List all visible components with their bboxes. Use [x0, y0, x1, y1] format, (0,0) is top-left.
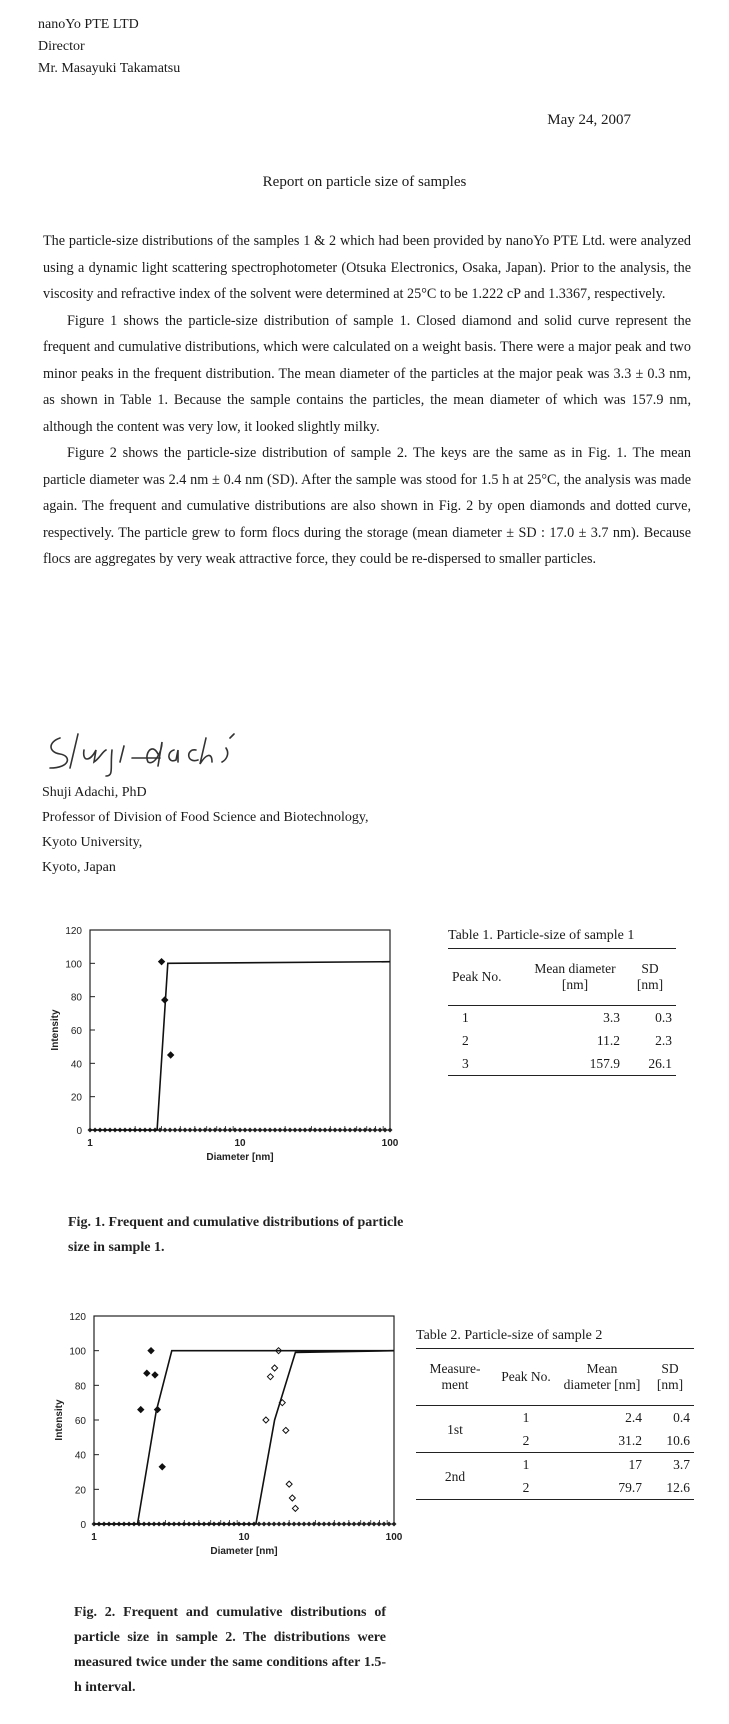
baseline-marker: [372, 1522, 377, 1527]
baseline-marker: [168, 1128, 173, 1133]
baseline-marker: [313, 1128, 318, 1133]
table-row: [448, 1006, 676, 1030]
y-tick-label: 0: [76, 1126, 82, 1137]
y-tick-label: 40: [70, 1059, 82, 1071]
table-1-header-peak: Peak No.: [452, 969, 502, 984]
x-tick-label: 10: [238, 1532, 250, 1543]
filled-diamond-point: [138, 1407, 144, 1413]
y-axis-label: Intensity: [50, 1009, 61, 1051]
table-row: [416, 1453, 694, 1477]
table-cell: 2.4: [625, 1410, 642, 1425]
table-cell: 2: [462, 1033, 469, 1048]
filled-diamond-point: [168, 1052, 174, 1058]
table-group-label: 1st: [447, 1421, 463, 1437]
table-1-grid: [448, 948, 676, 1076]
baseline-marker: [298, 1128, 303, 1133]
table-2-header-measurement: Measure-ment: [429, 1361, 481, 1392]
table-2-grid: [416, 1348, 694, 1500]
baseline-marker: [173, 1128, 178, 1133]
open-diamond-point: [263, 1417, 269, 1423]
x-tick-label: 100: [385, 1532, 403, 1543]
table-row: [416, 1406, 694, 1430]
baseline-marker: [388, 1128, 393, 1133]
filled-diamond-point: [159, 1464, 165, 1470]
baseline-marker: [302, 1522, 307, 1527]
y-tick-label: 100: [65, 959, 82, 971]
signatory-name: Shuji Adachi, PhD: [42, 785, 147, 800]
y-tick-label: 60: [70, 1026, 82, 1037]
baseline-marker: [263, 1128, 268, 1133]
baseline-marker: [352, 1522, 357, 1527]
report-body: [43, 228, 691, 573]
recipient-role: Director: [38, 39, 85, 54]
table-2-header-sd: SD [nm]: [656, 1361, 684, 1392]
y-tick-label: 20: [70, 1092, 82, 1104]
baseline-marker: [378, 1128, 383, 1133]
baseline-marker: [218, 1128, 223, 1133]
y-tick-label: 20: [74, 1485, 86, 1497]
open-diamond-point: [283, 1427, 289, 1433]
baseline-marker: [258, 1128, 263, 1133]
baseline-marker: [373, 1128, 378, 1133]
cumulative-curve: [90, 962, 390, 1130]
baseline-marker: [332, 1522, 337, 1527]
table-1-header-sd: SD [nm]: [636, 961, 664, 992]
table-group-label: 2nd: [444, 1468, 466, 1484]
baseline-marker: [228, 1128, 233, 1133]
baseline-marker: [253, 1128, 258, 1133]
y-tick-label: 60: [74, 1416, 86, 1427]
table-cell: 3: [462, 1056, 469, 1071]
baseline-marker: [307, 1522, 312, 1527]
baseline-marker: [163, 1128, 168, 1133]
baseline-marker: [382, 1522, 387, 1527]
baseline-marker: [183, 1128, 188, 1133]
baseline-marker: [278, 1128, 283, 1133]
baseline-marker: [303, 1128, 308, 1133]
table-2-caption: Table 2. Particle-size of sample 2: [416, 1328, 603, 1343]
table-cell: 2: [522, 1480, 530, 1495]
table-cell: 0.3: [655, 1010, 672, 1025]
baseline-marker: [377, 1522, 382, 1527]
baseline-marker: [273, 1128, 278, 1133]
paragraph-3: Figure 2 shows the particle-size distribution of sample 2. The keys are the same as in Fig. 1. The mean particle diameter was 2.4 nm ± 0.4 nm (SD). After the sample was stood for 1.5 h at 25°C, the analysis was made again. The frequent and cumulative distributions are also shown in Fig. 2 by open diamonds and dotted curve, respectively. The particle grew to form flocs during the storage (mean diameter ± SD : 17.0 ± 3.7 nm). Because flocs are aggregates by very weak attractive force, they could be re-dispersed to smaller particles.: [43, 445, 691, 567]
baseline-marker: [272, 1522, 277, 1527]
baseline-marker: [243, 1128, 248, 1133]
cumulative-curve: [94, 1351, 394, 1524]
x-axis-label: Diameter [nm]: [210, 1546, 278, 1557]
signatory-block: [42, 780, 369, 880]
figure-2-caption: Fig. 2. Frequent and cumulative distributions of particle size in sample 2. The distributions were measured twice under the same conditions after 1.5-h interval.: [74, 1605, 386, 1695]
baseline-marker: [358, 1128, 363, 1133]
y-tick-label: 120: [69, 1312, 86, 1323]
report-date: May 24, 2007: [547, 112, 631, 128]
baseline-marker: [292, 1522, 297, 1527]
figure-1-caption: Fig. 1. Frequent and cumulative distributions of particle size in sample 1.: [68, 1215, 404, 1255]
company-name: nanoYo PTE LTD: [38, 17, 139, 32]
baseline-marker: [318, 1128, 323, 1133]
baseline-marker: [337, 1522, 342, 1527]
table-cell: 79.7: [618, 1480, 642, 1495]
filled-diamond-point: [148, 1348, 154, 1354]
open-diamond-point: [292, 1505, 298, 1511]
baseline-marker: [338, 1128, 343, 1133]
baseline-marker: [328, 1128, 333, 1133]
plot-frame: [90, 930, 390, 1130]
baseline-marker: [317, 1522, 322, 1527]
baseline-marker: [333, 1128, 338, 1133]
table-cell: 1: [522, 1410, 530, 1425]
baseline-marker: [327, 1522, 332, 1527]
table-cell: 17: [628, 1457, 642, 1472]
table-cell: 31.2: [618, 1433, 642, 1448]
x-tick-label: 1: [91, 1532, 97, 1543]
figure-1-chart: [40, 920, 400, 1170]
baseline-marker: [342, 1522, 347, 1527]
baseline-marker: [262, 1522, 267, 1527]
open-diamond-point: [267, 1374, 273, 1380]
baseline-marker: [348, 1128, 353, 1133]
paragraph-2: Figure 1 shows the particle-size distribution of sample 1. Closed diamond and solid curve represent the frequent and cumulative distributions, which were calculated on a weight basis. There were a major peak and two minor peaks in the frequent distribution. The mean diameter of the particles at the major peak was 3.3 ± 0.3 nm, as shown in Table 1. Because the sample contains the particles, the mean diameter of which was 157.9 nm, although the content was very low, it looked slightly milky.: [43, 312, 691, 435]
baseline-marker: [277, 1522, 282, 1527]
baseline-marker: [188, 1128, 193, 1133]
x-tick-label: 10: [234, 1138, 246, 1149]
baseline-marker: [297, 1522, 302, 1527]
table-1-header-mean: Mean diameter [nm]: [534, 961, 616, 992]
baseline-marker: [288, 1128, 293, 1133]
table-cell: 3.7: [673, 1457, 690, 1472]
cumulative-curve: [94, 1351, 394, 1524]
table-cell: 12.6: [666, 1480, 690, 1495]
baseline-marker: [178, 1128, 183, 1133]
filled-diamond-point: [159, 959, 165, 965]
table-cell: 2.3: [655, 1033, 672, 1048]
figure-2-chart: [44, 1300, 404, 1590]
baseline-marker: [283, 1128, 288, 1133]
baseline-marker: [343, 1128, 348, 1133]
filled-diamond-point: [152, 1372, 158, 1378]
signatory-university: Kyoto University,: [42, 835, 143, 850]
x-axis-label: Diameter [nm]: [206, 1152, 274, 1163]
baseline-marker: [362, 1522, 367, 1527]
y-tick-label: 100: [69, 1346, 86, 1358]
signatory-position: Professor of Division of Food Science and Biotechnology,: [42, 810, 369, 825]
baseline-marker: [322, 1522, 327, 1527]
baseline-marker: [287, 1522, 292, 1527]
y-tick-label: 120: [65, 926, 82, 937]
baseline-marker: [293, 1128, 298, 1133]
table-2-header-peak: Peak No.: [501, 1369, 551, 1384]
baseline-marker: [193, 1128, 198, 1133]
open-diamond-point: [286, 1481, 292, 1487]
table-2: [416, 1328, 696, 1500]
table-1-caption: Table 1. Particle-size of sample 1: [448, 928, 635, 943]
table-cell: 3.3: [603, 1010, 620, 1025]
table-row: [448, 1052, 676, 1076]
table-cell: 1: [522, 1457, 530, 1472]
baseline-marker: [198, 1128, 203, 1133]
y-tick-label: 0: [80, 1520, 86, 1531]
baseline-marker: [223, 1128, 228, 1133]
baseline-marker: [392, 1522, 397, 1527]
open-diamond-point: [289, 1495, 295, 1501]
open-diamond-point: [272, 1365, 278, 1371]
handwritten-signature: [40, 728, 260, 778]
table-cell: 0.4: [673, 1410, 690, 1425]
table-1: [448, 928, 678, 1076]
x-tick-label: 100: [381, 1138, 399, 1149]
baseline-marker: [268, 1128, 273, 1133]
baseline-marker: [323, 1128, 328, 1133]
filled-diamond-point: [144, 1370, 150, 1376]
baseline-marker: [248, 1128, 253, 1133]
table-cell: 26.1: [648, 1056, 672, 1071]
baseline-marker: [368, 1128, 373, 1133]
baseline-marker: [267, 1522, 272, 1527]
plot-frame: [94, 1316, 394, 1524]
baseline-marker: [282, 1522, 287, 1527]
table-2-header-mean: Mean diameter [nm]: [563, 1361, 641, 1392]
y-tick-label: 40: [74, 1450, 86, 1462]
table-cell: 2: [522, 1433, 530, 1448]
table-row: [448, 1029, 676, 1052]
baseline-marker: [208, 1128, 213, 1133]
baseline-marker: [347, 1522, 352, 1527]
report-title: Report on particle size of samples: [262, 174, 467, 190]
table-cell: 11.2: [596, 1033, 620, 1048]
paragraph-1: The particle-size distributions of the samples 1 & 2 which had been provided by nanoYo PTE Ltd. were analyzed using a dynamic light scattering spectrophotometer (Otsuka Electronics, Osaka, Japan). Prior to the analysis, the viscosity and refractive index of the solvent were determined at 25°C to be 1.222 cP and 1.3367, respectively.: [43, 233, 691, 302]
signatory-location: Kyoto, Japan: [42, 860, 116, 875]
baseline-marker: [257, 1522, 262, 1527]
y-axis-label: Intensity: [54, 1399, 65, 1441]
table-cell: 10.6: [666, 1433, 690, 1448]
y-tick-label: 80: [70, 992, 82, 1004]
baseline-marker: [238, 1128, 243, 1133]
address-block: [38, 14, 180, 80]
table-cell: 157.9: [589, 1056, 620, 1071]
recipient-name: Mr. Masayuki Takamatsu: [38, 61, 181, 76]
y-tick-label: 80: [74, 1381, 86, 1393]
x-tick-label: 1: [87, 1138, 93, 1149]
table-cell: 1: [462, 1010, 469, 1025]
